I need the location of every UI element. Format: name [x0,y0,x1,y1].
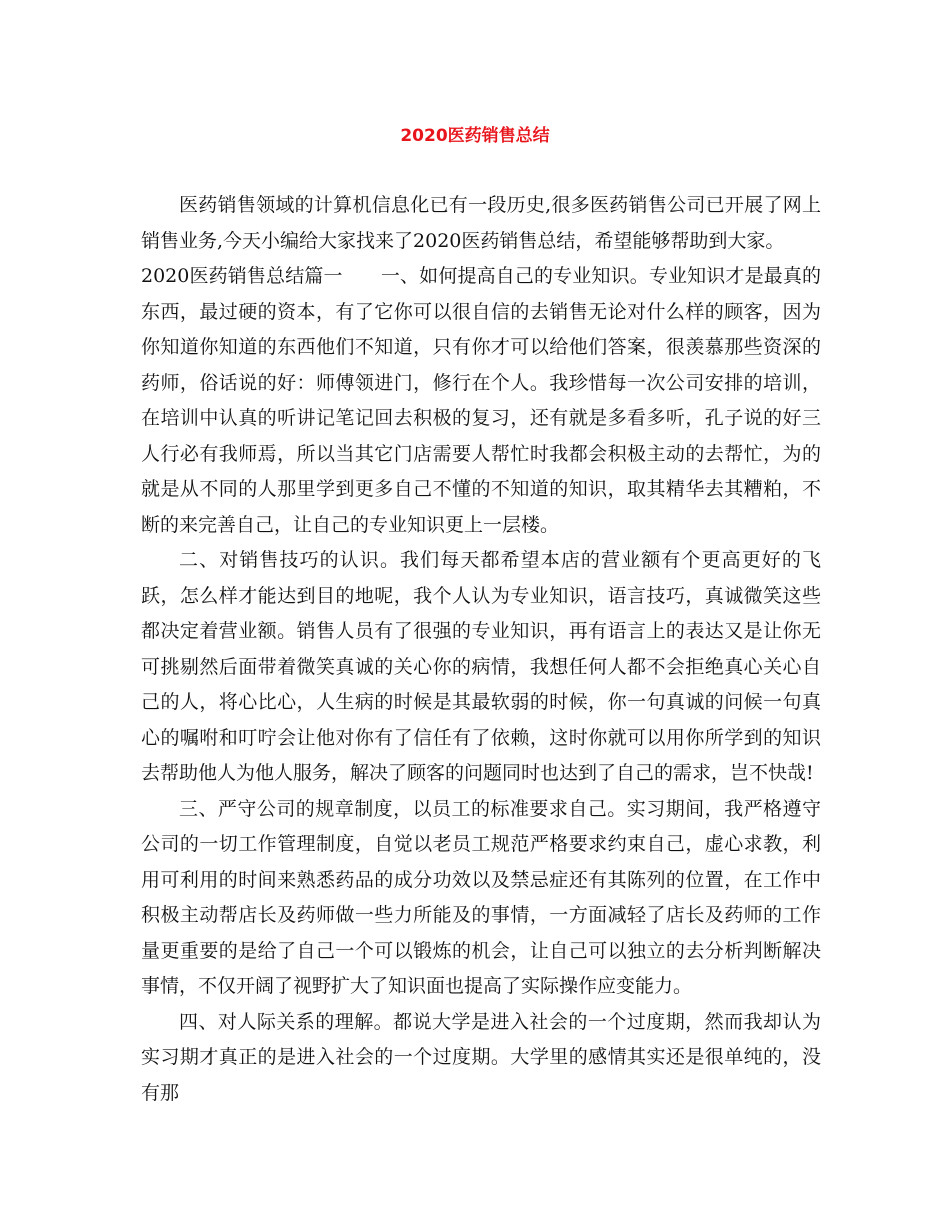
paragraph-section-one: 2020医药销售总结篇一 一、如何提高自己的专业知识。专业知识才是最真的东西，最过硬的资本，有了它你可以很自信的去销售无论对什么样的顾客，因为你知道你知道的东西他们不知道，只有你才可以给他们答案，很羡慕那些资深的药师，俗话说的好：师傅领进门，修行在个人。我珍惜每一次公司安排的培训，在培训中认真的听讲记笔记回去积极的复习，还有就是多看多听，孔子说的好三人行必有我师焉，所以当其它门店需要人帮忙时我都会积极主动的去帮忙，为的就是从不同的人那里学到更多自己不懂的不知道的知识，取其精华去其糟粕，不断的来完善自己，让自己的专业知识更上一层楼。 [141,265,821,536]
document-body [141,188,821,1111]
paragraph-section-three: 三、严守公司的规章制度，以员工的标准要求自己。实习期间，我严格遵守公司的一切工作管理制度，自觉以老员工规范严格要求约束自己，虚心求教，利用可利用的时间来熟悉药品的成分功效以及禁忌症还有其陈列的位置，在工作中积极主动帮店长及药师做一些力所能及的事情，一方面减轻了店长及药师的工作量更重要的是给了自己一个可以锻炼的机会，让自己可以独立的去分析判断解决事情，不仅开阔了视野扩大了知识面也提高了实际操作应变能力。 [141,797,821,997]
paragraph-section-four: 四、对人际关系的理解。都说大学是进入社会的一个过度期，然而我却认为实习期才真正的是进入社会的一个过度期。大学里的感情其实还是很单纯的，没有那 [141,1010,821,1104]
paragraph-section-two: 二、对销售技巧的认识。我们每天都希望本店的营业额有个更高更好的飞跃，怎么样才能达到目的地呢，我个人认为专业知识，语言技巧，真诚微笑这些都决定着营业额。销售人员有了很强的专业知识，再有语言上的表达又是让你无可挑剔然后面带着微笑真诚的关心你的病情，我想任何人都不会拒绝真心关心自己的人，将心比心，人生病的时候是其最软弱的时候，你一句真诚的问候一句真心的嘱咐和叮咛会让他对你有了信任有了依赖，这时你就可以用你所学到的知识去帮助他人为他人服务，解决了顾客的问题同时也达到了自己的需求，岂不快哉! [141,549,821,784]
document-title: 2020医药销售总结 [400,126,550,146]
paragraph-intro: 医药销售领域的计算机信息化已有一段历史,很多医药销售公司已开展了网上销售业务,今天小编给大家找来了2020医药销售总结，希望能够帮助到大家。 [141,194,821,252]
